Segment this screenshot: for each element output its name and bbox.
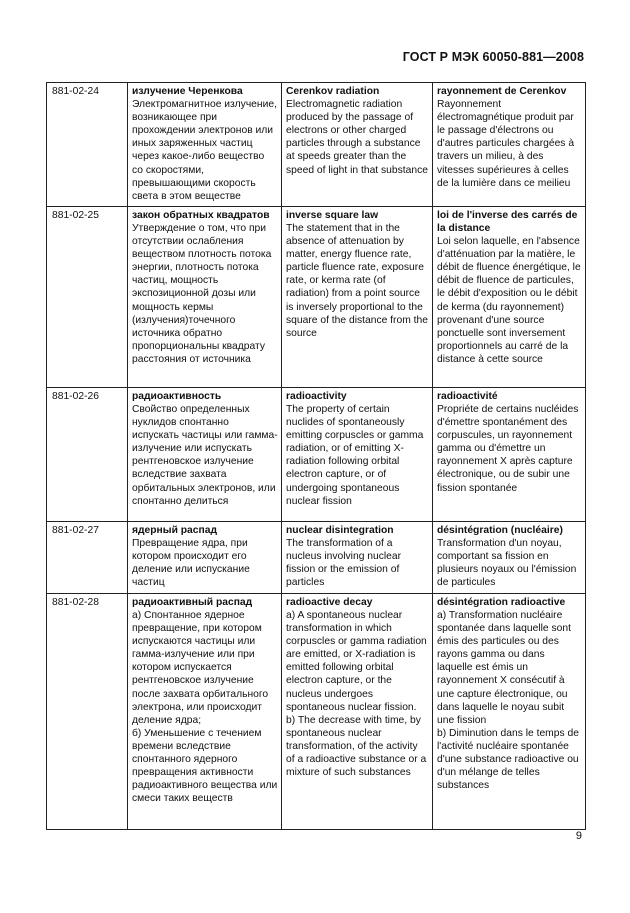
fr-cell xyxy=(433,387,586,521)
fr-term: désintégration (nucléaire) xyxy=(437,524,563,536)
term-number: 881-02-28 xyxy=(47,593,128,829)
page-number: 9 xyxy=(575,830,582,842)
fr-definition: Loi selon laquelle, en l'absence d'atténuation par la matière, le débit de fluence énergétique, le débit de fluence de particules, le débit d'exposition ou le débit de kerma (du rayonnement) provenant d'une source ponctuelle sont inversement proportionnels au carré de la distance à cette source xyxy=(437,236,581,365)
fr-cell xyxy=(433,593,586,829)
term-number: 881-02-25 xyxy=(47,206,128,387)
fr-cell xyxy=(433,521,586,593)
ru-term: излучение Черенкова xyxy=(132,86,243,97)
fr-term: rayonnement de Cerenkov xyxy=(437,86,567,97)
table-row xyxy=(47,83,586,207)
table-row xyxy=(47,206,586,387)
fr-term: désintégration radioactive xyxy=(437,596,566,608)
fr-definition: Rayonnement électromagnétique produit par le passage d'électrons ou d'autres particules chargées à travers un milieu, à des vitesses supérieures à celles de la lumière dans ce meilieu xyxy=(437,99,575,189)
ru-cell xyxy=(128,83,282,207)
ru-cell xyxy=(128,387,282,521)
en-cell xyxy=(282,593,433,829)
en-definition: The property of certain nuclides of spontaneously emitting corpuscles or gamma radiation, or of emitting X-radiation following orbital electron capture, or of undergoing spontaneous nuclear fission xyxy=(286,403,424,507)
ru-definition: Свойство определенных нуклидов спонтанно испускать частицы или гамма-излучение или испускать рентгеновское излучение вследствие захвата орбитальных электронов, или спонтанно делиться xyxy=(132,403,278,507)
ru-cell xyxy=(128,521,282,593)
term-number: 881-02-26 xyxy=(47,387,128,521)
table-row xyxy=(47,593,586,829)
ru-cell xyxy=(128,593,282,829)
term-number: 881-02-27 xyxy=(47,521,128,593)
en-term: nuclear disintegration xyxy=(286,524,394,536)
en-cell xyxy=(282,387,433,521)
fr-term: loi de l'inverse des carrés de la distance xyxy=(437,209,578,234)
fr-definition: Propriéte de certains nucléides d'émettre spontanément des corpuscules, un rayonnement gamma ou d'émettre un rayonnement X après capture électronique, ou de subir une fission spontanée xyxy=(437,403,579,494)
document-header: ГОСТ Р МЭК 60050-881—2008 xyxy=(402,50,584,64)
en-definition: The statement that in the absence of attenuation by matter, energy fluence rate, particle fluence rate, exposure rate, or kerma rate (of radiation) from a point source is inversely proportional to the square of the distance from the source xyxy=(286,222,428,339)
ru-term: ядерный распад xyxy=(132,524,217,536)
terms-table xyxy=(46,82,586,830)
en-term: radioactivity xyxy=(286,390,347,402)
ru-term: радиоактивность xyxy=(132,390,222,402)
en-cell xyxy=(282,521,433,593)
en-term: inverse square law xyxy=(286,209,379,221)
fr-cell xyxy=(433,83,586,207)
fr-definition: Transformation d'un noyau, comportant sa fission en plusieurs noyaux ou l'émission de particules xyxy=(437,537,577,589)
ru-definition: а) Спонтанное ядерное превращение, при котором испускаются частицы или гамма-излучение или при котором испускается рентгеновское излучение после захвата орбитального электрона, или происходит деление ядра; б) Уменьшение с течением времени вследствие спонтанного ядерного превращения активности радиоактивного вещества или смеси таких веществ xyxy=(132,609,278,805)
en-cell xyxy=(282,206,433,387)
en-definition: a) A spontaneous nuclear transformation in which corpuscles or gamma radiation are emitted, or X-radiation is emitted following orbital electron capture, or the nucleus undergoes spontaneous nuclear fission. b) The decrease with time, by spontaneous nuclear transformation, of the activity of a radioactive substance or a mixture of such substances xyxy=(286,609,427,779)
fr-term: radioactivité xyxy=(437,390,498,402)
fr-definition: a) Transformation nucléaire spontanée dans laquelle sont émis des particules ou des rayons gamma ou dans laquelle est émis un rayonnement X consécutif à une capture électronique, ou dans laquelle le noyau subit une fission b) Diminution dans le temps de l'activité nucléaire spontanée d'une substance radioactive ou d'un mélange de telles substances xyxy=(437,609,579,792)
en-definition: Electromagnetic radiation produced by the passage of electrons or other charged particles through a substance at speeds greater than the speed of light in that substance xyxy=(286,99,428,176)
term-number: 881-02-24 xyxy=(47,83,128,207)
en-term: radioactive decay xyxy=(286,596,373,608)
ru-definition: Превращение ядра, при котором происходит его деление или испускание частиц xyxy=(132,537,250,589)
en-definition: The transformation of a nucleus involving nuclear fission or the emission of particles xyxy=(286,537,402,589)
table-row xyxy=(47,521,586,593)
ru-term: закон обратных квадратов xyxy=(132,209,270,221)
ru-cell xyxy=(128,206,282,387)
ru-term: радиоактивный распад xyxy=(132,596,253,608)
table-row xyxy=(47,387,586,521)
en-cell xyxy=(282,83,433,207)
ru-definition: Электромагнитное излучение, возникающее при прохождении электронов или иных заряженных частиц через какое-либо вещество со скоростями, превышающими скорость света в этом веществе xyxy=(132,99,277,202)
fr-cell xyxy=(433,206,586,387)
en-term: Cerenkov radiation xyxy=(286,86,380,97)
ru-definition: Утверждение о том, что при отсутствии ослабления вещеcтвом плотность потока энергии, плотность потока частиц, мощность экспозиционной дозы или мощность кермы (излучения)точечного источника обратно пропорциональны квадрату расстояния от источника xyxy=(132,222,272,365)
